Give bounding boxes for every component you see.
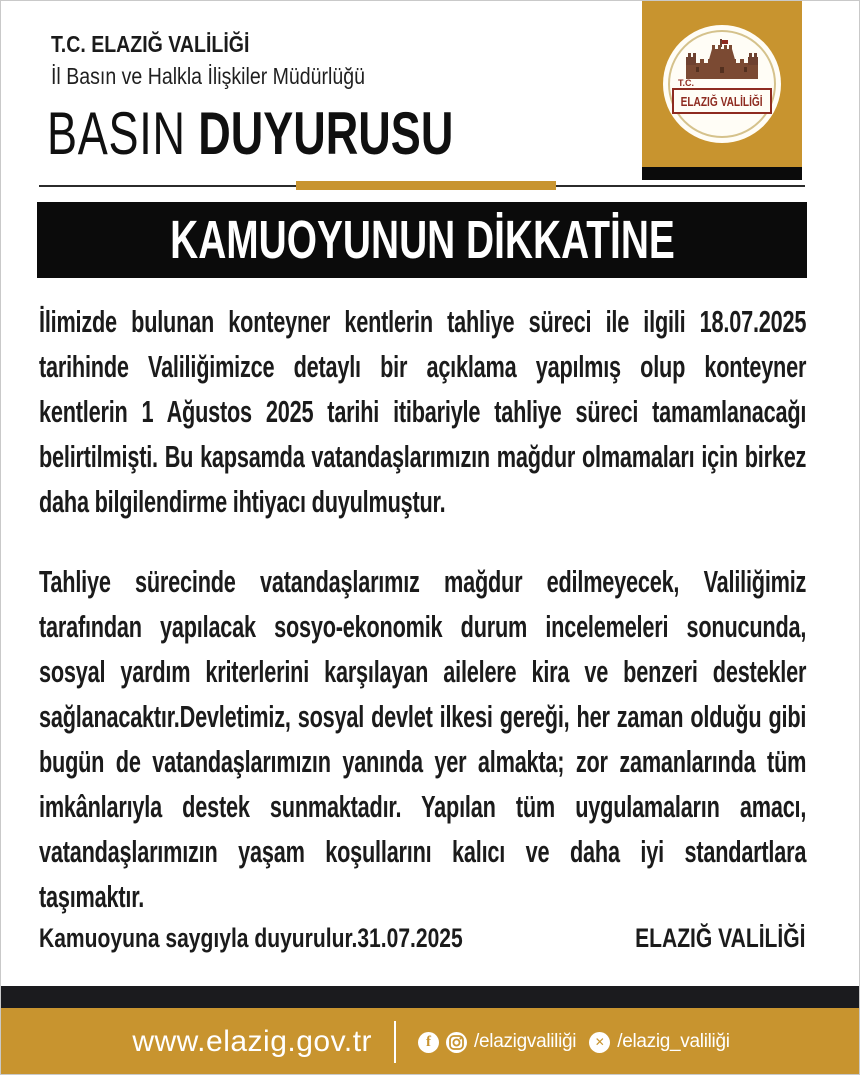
footer-dark-strip [1, 986, 860, 1008]
department-title: İl Basın ve Halkla İlişkiler Müdürlüğü [51, 63, 366, 89]
x-handle: /elazig_valiliği [617, 1031, 730, 1052]
logo-circle [663, 25, 781, 143]
facebook-instagram-handle: /elazigvaliliği [474, 1031, 577, 1052]
logo-name-text: ELAZIĞ VALİLİĞİ [680, 93, 764, 109]
social-links [418, 1031, 730, 1053]
footer-divider [394, 1021, 396, 1063]
website-url: www.elazig.gov.tr [132, 1025, 373, 1058]
org-title: T.C. ELAZIĞ VALİLİĞİ [51, 31, 250, 57]
logo-tc-label: T.C. [678, 78, 695, 88]
page-title-light: BASIN [47, 100, 186, 167]
instagram-icon [446, 1032, 467, 1053]
body-paragraph-1: İlimizde bulunan konteyner kentlerin tahliye süreci ile ilgili 18.07.2025 tarihinde Valiliğimizce detaylı bir açıklama yapılmış olup konteyner kentlerin 1 Ağustos 2025 tarihi itibariyle tahliye süreci tamamlanacağı belirtilmişti. Bu kapsamda vatandaşlarımızın mağdur olmamaları için birkez daha bilgilendirme ihtiyacı duyulmuştur. [39, 304, 807, 519]
attention-banner [37, 202, 807, 278]
x-icon: ✕ [589, 1032, 610, 1053]
page-title-bold: DUYURUSU [198, 100, 454, 167]
footer-bar [1, 1008, 860, 1075]
logo-name-badge [672, 88, 772, 114]
logo-underline-bar [642, 167, 802, 180]
governorship-logo [642, 1, 802, 167]
signature-note: Kamuoyuna saygıyla duyurulur.31.07.2025 [39, 923, 463, 953]
divider-gold-bar [296, 181, 556, 190]
page-title [47, 101, 453, 167]
signature-org: ELAZIĞ VALİLİĞİ [634, 923, 805, 953]
body-paragraph-2: Tahliye sürecinde vatandaşlarımız mağdur edilmeyecek, Valiliğimiz tarafından yapılacak sosyo-ekonomik durum incelemeleri sonucunda, sosyal yardım kriterlerini karşılayan ailelere kira ve benzeri destekler sağlanacaktır.Devletimiz, sosyal devlet ilkesi gereği, her zaman olduğu gibi bugün de vatandaşlarımızın yanında yer almakta; zor zamanlarında tüm imkânlarıyla destek sunmaktadır. Yapılan tüm uygulamaların amacı, vatandaşlarımızın yaşam koşullarını kalıcı ve daha iyi standartlara taşımaktır. [39, 564, 807, 914]
facebook-icon: f [418, 1032, 439, 1053]
attention-banner-title: KAMUOYUNUN DİKKATİNE [169, 210, 675, 270]
castle-icon [680, 39, 764, 81]
